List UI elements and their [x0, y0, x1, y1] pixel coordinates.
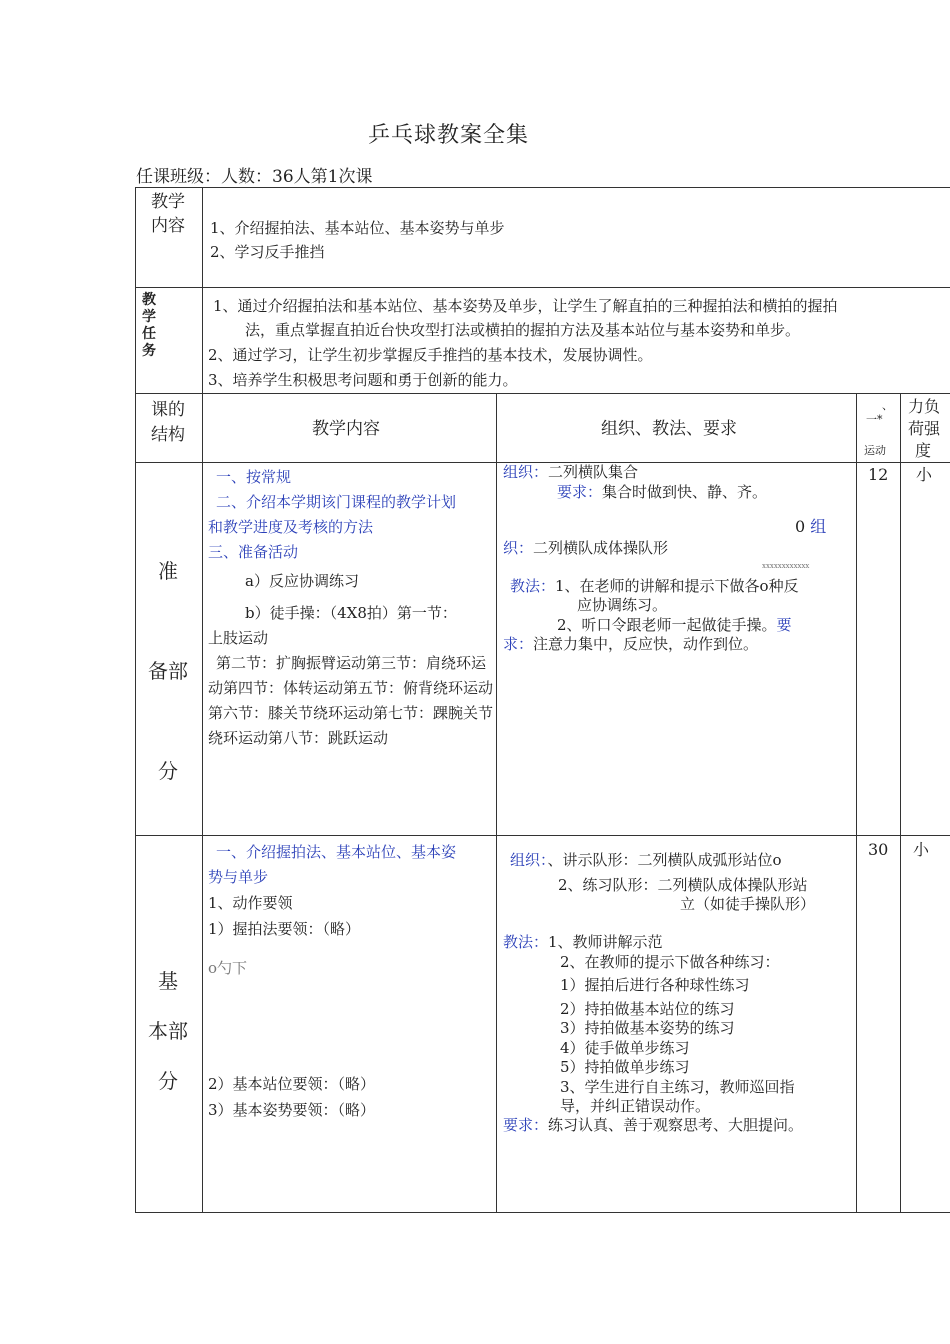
prep-req: [557, 482, 767, 502]
basic-content-4: 1）握拍法要领：（略）: [208, 920, 361, 938]
prep-load: 小: [916, 465, 933, 484]
prep-teach-1-text: 1、在老师的讲解和提示下做各o种反: [555, 577, 799, 595]
prep-org-label: 组织：: [503, 463, 549, 481]
prep-teach-1: [510, 576, 799, 596]
basic-teach-7: 5）持拍做单步练习: [560, 1058, 690, 1076]
prep-zhi: [503, 538, 668, 558]
content-label-line1: 教学: [151, 192, 185, 212]
header-structure-1: 课的: [151, 400, 185, 420]
prep-content-6: b）徒手操：（4X8拍）第一节：: [245, 604, 457, 622]
prep-qiu: 求：: [503, 635, 534, 653]
content-item-2: 2、学习反手推挡: [210, 243, 325, 261]
prep-content-2: 二、介绍本学期该门课程的教学计划: [216, 493, 457, 511]
document-title: 乒乓球教案全集: [368, 123, 530, 148]
prep-label-2: 备部: [148, 659, 188, 683]
header-count-mid: 一*: [866, 413, 883, 426]
prep-zhi-label: 织：: [503, 539, 534, 557]
basic-org-2: 2、练习队形：二列横队成体操队形站: [558, 876, 808, 894]
header-method: 组织、教法、要求: [601, 419, 737, 439]
basic-teach-label: 教法：: [503, 933, 549, 951]
prep-org: [503, 462, 638, 482]
prep-formation-dots: xxxxxxxxxxxx: [762, 562, 810, 570]
prep-label-3: 分: [158, 759, 178, 783]
content-label-line2: 内容: [151, 216, 185, 236]
prep-teach-2-text: 2、听口令跟老师一起做徒手操。: [557, 616, 777, 634]
basic-content-5: o勺下: [208, 959, 248, 977]
prep-content-5: a）反应协调练习: [245, 572, 359, 590]
task-item-3: 3、培养学生积极思考问题和勇于创新的能力。: [208, 371, 518, 389]
basic-teach-8: 3、学生进行自主练习，教师巡回指: [560, 1078, 795, 1096]
basic-label-3: 分: [158, 1069, 178, 1093]
prep-req-2: [503, 634, 758, 654]
basic-count: 30: [868, 840, 889, 859]
basic-teach-1: [503, 932, 663, 952]
basic-req-text: 练习认真、善于观察思考、大胆提问。: [548, 1116, 804, 1134]
basic-teach-2: 2、在教师的提示下做各种练习：: [560, 953, 780, 971]
basic-content-7: 3）基本姿势要领：（略）: [208, 1101, 376, 1119]
basic-content-2: 势与单步: [208, 868, 269, 886]
basic-teach-1-text: 1、教师讲解示范: [548, 933, 663, 951]
prep-content-7: 上肢运动: [208, 629, 269, 647]
task-item-1b: 法，重点掌握直拍近台快攻型打法或横拍的握拍方法及基本站位与基本姿势和单步。: [245, 321, 801, 339]
content-item-1: 1、介绍握拍法、基本站位、基本姿势与单步: [210, 219, 505, 237]
basic-teach-8b: 导，并纠正错误动作。: [560, 1097, 711, 1115]
basic-org-2b: 立（如徒手操队形）: [680, 895, 816, 913]
task-item-2: 2、通过学习，让学生初步掌握反手推挡的基本技术，发展协调性。: [208, 346, 653, 364]
prep-zero: 0: [795, 517, 806, 536]
basic-teach-5: 3）持拍做基本姿势的练习: [560, 1019, 735, 1037]
basic-content-6: 2）基本站位要领：（略）: [208, 1075, 376, 1093]
basic-label-2: 本部: [148, 1019, 188, 1043]
class-info-line: 任课班级：人数：36人第1次课: [136, 167, 373, 187]
prep-content-8: 第二节：扩胸振臂运动第三节：肩绕环运动第四节：体转运动第五节：俯背绕环运动第六节：膝关节绕环运动第七节：踝腕关节绕环运动第八节：跳跃运动: [208, 654, 494, 747]
header-count-top: 、: [882, 399, 893, 412]
prep-teach-1b: 应协调练习。: [577, 596, 668, 614]
basic-content-1: 一、介绍握拍法、基本站位、基本姿: [216, 843, 457, 861]
basic-teach-6: 4）徒手做单步练习: [560, 1039, 690, 1057]
header-content: 教学内容: [312, 419, 380, 439]
basic-org-1-text: 、讲示队形：二列横队成弧形站位o: [547, 851, 782, 869]
prep-zu: 组: [810, 517, 827, 536]
prep-count: 12: [868, 465, 889, 484]
basic-teach-4: 2）持拍做基本站位的练习: [560, 1000, 735, 1018]
header-load-1: 力负: [908, 397, 941, 416]
task-row-label: 教学任务: [142, 292, 156, 359]
prep-content-4: 三、准备活动: [208, 543, 299, 561]
header-structure-2: 结构: [151, 425, 185, 445]
prep-content-3: 和教学进度及考核的方法: [208, 518, 374, 536]
basic-label-1: 基: [158, 969, 178, 993]
basic-req: [503, 1115, 803, 1135]
basic-content-3: 1、动作要领: [208, 894, 293, 912]
header-count-bottom: 运动: [864, 444, 886, 457]
prep-label-1: 准: [158, 559, 178, 583]
basic-org-1: [510, 850, 782, 870]
basic-org-label: 组织：: [510, 851, 548, 869]
basic-load: 小: [913, 840, 930, 859]
basic-req-label: 要求：: [503, 1116, 549, 1134]
header-load-3: 度: [915, 441, 932, 460]
prep-teach-2: [557, 615, 792, 635]
prep-content-1: 一、按常规: [216, 468, 292, 486]
task-item-1a: 1、通过介绍握拍法和基本站位、基本姿势及单步，让学生了解直拍的三种握拍法和横拍的握拍: [213, 297, 838, 315]
prep-zero-zu: [795, 517, 826, 537]
prep-req-2-text: 注意力集中，反应快，动作到位。: [533, 635, 759, 653]
header-load-2: 荷强: [908, 419, 941, 438]
prep-zhi-text: 二列横队成体操队形: [533, 539, 669, 557]
prep-req-text: 集合时做到快、静、齐。: [602, 483, 768, 501]
prep-teach-label: 教法：: [510, 577, 556, 595]
prep-yao: 要: [776, 616, 792, 634]
basic-teach-3: 1）握拍后进行各种球性练习: [560, 976, 750, 994]
prep-org-text: 二列横队集合: [548, 463, 639, 481]
prep-req-label: 要求：: [557, 483, 603, 501]
